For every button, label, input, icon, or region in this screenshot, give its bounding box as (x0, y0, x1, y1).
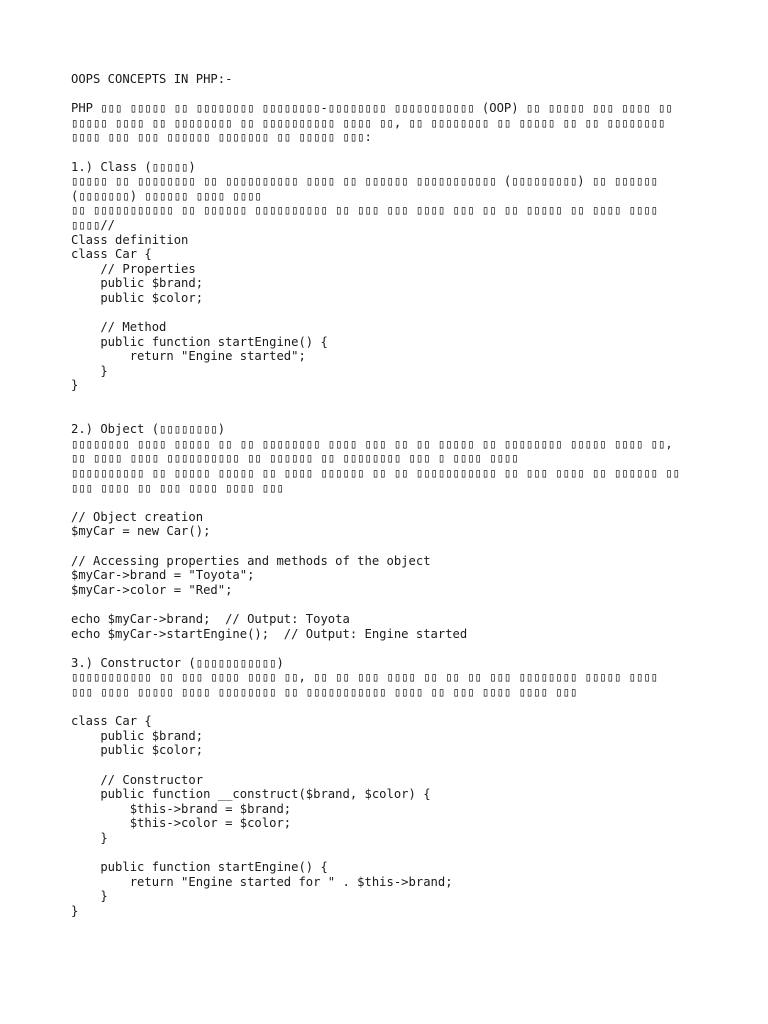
section-constructor (71, 656, 711, 919)
code-block (71, 233, 711, 394)
code-line: $myCar = new Car(); (71, 524, 211, 539)
code-line (71, 306, 711, 321)
code-line: } (71, 363, 108, 378)
code-line: public $color; (71, 290, 204, 305)
intro-line: ▯▯▯▯ ▯▯▯ ▯▯▯ ▯▯▯▯▯▯ ▯▯▯▯▯▯▯ ▯▯ ▯▯▯▯▯ ▯▯▯: (71, 130, 372, 145)
code-line (71, 758, 711, 773)
code-line: // Accessing properties and methods of the object (71, 553, 431, 568)
spacer (71, 700, 711, 715)
section-object (71, 422, 711, 641)
code-line: } (71, 903, 79, 918)
code-line: $myCar->color = "Red"; (71, 582, 233, 597)
section-desc-line: ▯▯ ▯▯▯▯ ▯▯▯▯ ▯▯▯▯▯▯▯▯▯▯ ▯▯ ▯▯▯▯▯▯ ▯▯ ▯▯▯▯▯▯▯▯ ▯▯▯ ▯ ▯▯▯▯ ▯▯▯▯ (71, 451, 519, 466)
section-desc-line: ▯▯▯ ▯▯▯▯ ▯▯▯▯▯ ▯▯▯▯ ▯▯▯▯▯▯▯▯ ▯▯ ▯▯▯▯▯▯▯▯▯▯▯ ▯▯▯▯ ▯▯ ▯▯▯ ▯▯▯▯ ▯▯▯▯ ▯▯▯ (71, 684, 578, 699)
document-page (71, 72, 711, 918)
code-line: // Constructor (71, 772, 204, 787)
code-line: $this->color = $color; (71, 816, 292, 831)
code-line (71, 845, 711, 860)
section-desc-line: ▯▯▯▯▯ ▯▯ ▯▯▯▯▯▯▯▯ ▯▯ ▯▯▯▯▯▯▯▯▯▯ ▯▯▯▯ ▯▯ ▯▯▯▯▯▯ ▯▯▯▯▯▯▯▯▯▯▯ (▯▯▯▯▯▯▯▯▯) ▯▯ ▯▯▯▯▯▯ (71, 174, 658, 189)
code-line: } (71, 830, 108, 845)
code-block (71, 510, 711, 539)
section-desc-line: ▯▯▯ ▯▯▯▯ ▯▯ ▯▯▯ ▯▯▯▯ ▯▯▯▯ ▯▯▯ (71, 480, 284, 495)
section-class (71, 160, 711, 394)
code-line: return "Engine started for " . $this->brand; (71, 874, 453, 889)
intro-line: PHP ▯▯▯ ▯▯▯▯▯ ▯▯ ▯▯▯▯▯▯▯▯ ▯▯▯▯▯▯▯▯-▯▯▯▯▯▯▯▯ ▯▯▯▯▯▯▯▯▯▯▯ (OOP) ▯▯ ▯▯▯▯▯ ▯▯▯ ▯▯▯▯ ▯▯ (71, 101, 673, 116)
code-line: return "Engine started"; (71, 349, 306, 364)
intro-paragraph (71, 101, 711, 145)
code-line: public function __construct($brand, $color) { (71, 787, 431, 802)
section-desc-line: ▯▯▯▯▯▯▯▯▯▯▯ ▯▯ ▯▯▯ ▯▯▯▯ ▯▯▯▯ ▯▯, ▯▯ ▯▯ ▯▯▯ ▯▯▯▯ ▯▯ ▯▯ ▯▯ ▯▯▯ ▯▯▯▯▯▯▯▯ ▯▯▯▯▯ ▯▯▯▯ (71, 670, 658, 685)
intro-line: ▯▯▯▯▯ ▯▯▯▯ ▯▯ ▯▯▯▯▯▯▯▯ ▯▯ ▯▯▯▯▯▯▯▯▯▯ ▯▯▯▯ ▯▯, ▯▯ ▯▯▯▯▯▯▯▯ ▯▯ ▯▯▯▯▯ ▯▯ ▯▯ ▯▯▯▯▯▯▯▯ (71, 115, 666, 130)
code-line: $this->brand = $brand; (71, 801, 292, 816)
section-heading: 2.) Object (▯▯▯▯▯▯▯▯) (71, 422, 226, 437)
spacer (71, 87, 711, 102)
code-line: public $color; (71, 743, 204, 758)
code-line: class Car { (71, 714, 152, 729)
code-line: } (71, 889, 108, 904)
code-line: // Properties (71, 261, 196, 276)
spacer (71, 539, 711, 554)
code-line: public $brand; (71, 728, 204, 743)
code-line: class Car { (71, 247, 152, 262)
code-line: Class definition (71, 232, 189, 247)
code-line: public $brand; (71, 276, 204, 291)
spacer (71, 495, 711, 510)
code-line: // Object creation (71, 509, 204, 524)
spacer (71, 145, 711, 160)
code-block (71, 714, 711, 918)
code-line: $myCar->brand = "Toyota"; (71, 568, 255, 583)
code-block (71, 554, 711, 598)
section-desc-line: ▯▯▯▯// (71, 217, 116, 232)
spacer (71, 393, 711, 422)
code-line: echo $myCar->startEngine(); // Output: Engine started (71, 626, 468, 641)
section-desc-line: ▯▯ ▯▯▯▯▯▯▯▯▯▯▯ ▯▯ ▯▯▯▯▯▯ ▯▯▯▯▯▯▯▯▯▯ ▯▯ ▯▯▯ ▯▯▯ ▯▯▯▯ ▯▯▯ ▯▯ ▯▯ ▯▯▯▯▯ ▯▯ ▯▯▯▯ ▯▯▯▯ (71, 203, 658, 218)
code-line: public function startEngine() { (71, 334, 328, 349)
code-line: echo $myCar->brand; // Output: Toyota (71, 611, 350, 626)
section-heading: 1.) Class (▯▯▯▯▯) (71, 159, 196, 174)
code-block (71, 612, 711, 641)
section-desc-line: (▯▯▯▯▯▯▯) ▯▯▯▯▯▯ ▯▯▯▯ ▯▯▯▯ (71, 188, 262, 203)
section-heading: 3.) Constructor (▯▯▯▯▯▯▯▯▯▯▯) (71, 655, 284, 670)
section-desc-line: ▯▯▯▯▯▯▯▯ ▯▯▯▯ ▯▯▯▯▯ ▯▯ ▯▯ ▯▯▯▯▯▯▯▯ ▯▯▯▯ ▯▯▯ ▯▯ ▯▯ ▯▯▯▯▯ ▯▯ ▯▯▯▯▯▯▯▯ ▯▯▯▯▯ ▯▯▯▯ ▯▯, (71, 436, 673, 451)
code-line: } (71, 378, 79, 393)
spacer (71, 641, 711, 656)
document-title: OOPS CONCEPTS IN PHP:- (71, 72, 233, 86)
spacer (71, 597, 711, 612)
section-desc-line: ▯▯▯▯▯▯▯▯▯▯ ▯▯ ▯▯▯▯▯ ▯▯▯▯▯ ▯▯ ▯▯▯▯ ▯▯▯▯▯▯ ▯▯ ▯▯ ▯▯▯▯▯▯▯▯▯▯▯ ▯▯ ▯▯▯ ▯▯▯▯ ▯▯ ▯▯▯▯▯▯ ▯▯ (71, 466, 681, 481)
code-line: // Method (71, 320, 167, 335)
code-line: public function startEngine() { (71, 860, 328, 875)
